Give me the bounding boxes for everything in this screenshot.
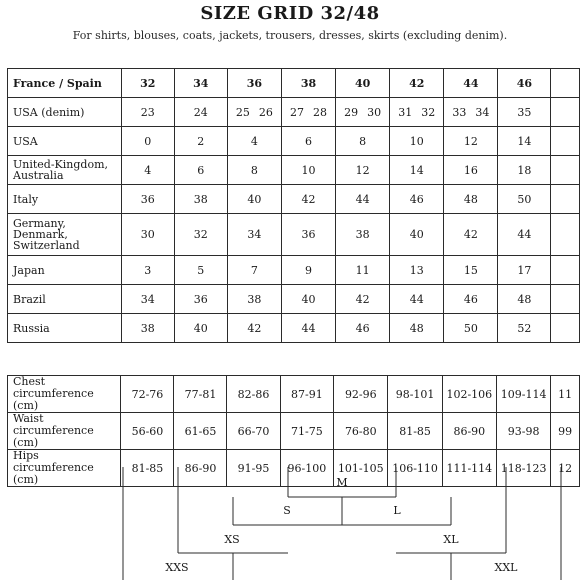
size-value: 0 [144, 134, 152, 148]
table-cell: 71-75 [280, 413, 334, 450]
table-cell: 102-106 [442, 376, 496, 413]
size-value: 34 [140, 292, 155, 306]
row-label: Brazil [8, 285, 122, 314]
size-value: 34 [475, 105, 490, 119]
size-value: 46 [409, 192, 424, 206]
size-value: 40 [247, 192, 262, 206]
size-value: 15 [463, 263, 478, 277]
size-value: 38 [247, 292, 262, 306]
size-value: 18 [517, 163, 532, 177]
size-value: 30 [367, 105, 382, 119]
row-label: France / Spain [8, 69, 122, 98]
size-value: 36 [301, 228, 316, 241]
table-cell: 81-85 [121, 450, 174, 487]
size-value: 12 [463, 134, 478, 148]
table-cell: 76-80 [334, 413, 388, 450]
table-cell: 118-123 [496, 450, 550, 487]
size-value: 42 [247, 321, 262, 335]
table-cell: 91-95 [227, 450, 280, 487]
table-cell: 109-114 [496, 376, 550, 413]
size-label-xs: XS [224, 533, 240, 546]
size-value: 52 [517, 321, 532, 335]
size-value: 14 [517, 134, 532, 148]
size-value: 42 [355, 292, 370, 306]
size-value: 12 [355, 163, 370, 177]
size-value: 42 [301, 192, 316, 206]
size-value: 31 [398, 105, 413, 119]
row-label: Waist circumference (cm) [8, 413, 121, 450]
size-value: 44 [355, 192, 370, 206]
table-cell: 66-70 [227, 413, 280, 450]
row-label: Chest circumference (cm) [8, 376, 121, 413]
size-value: 46 [463, 292, 478, 306]
size-label-m: M [336, 476, 348, 489]
size-value: 50 [463, 321, 478, 335]
row-label: United-Kingdom, Australia [8, 156, 122, 185]
table-cell: 61-65 [174, 413, 227, 450]
size-value: 32 [193, 228, 208, 241]
row-label: Italy [8, 185, 122, 214]
table-cell: 11 [551, 376, 580, 413]
size-value: 44 [409, 292, 424, 306]
size-value: 46 [355, 321, 370, 335]
row-label: Russia [8, 314, 122, 343]
size-header-cell: 36 [227, 69, 281, 98]
size-value: 10 [301, 163, 316, 177]
size-value: 38 [193, 192, 208, 206]
table-cell: 111-114 [442, 450, 496, 487]
size-value: 38 [355, 228, 370, 241]
size-value: 38 [140, 321, 155, 335]
size-value: 17 [517, 263, 532, 277]
size-value: 10 [409, 134, 424, 148]
table-cell: 81-85 [388, 413, 442, 450]
table-cell: 93-98 [496, 413, 550, 450]
table-cell: 98-101 [388, 376, 442, 413]
size-header-cell: 38 [281, 69, 335, 98]
size-header-cell: 32 [121, 69, 174, 98]
size-value: 34 [247, 228, 262, 241]
table-cell: 82-86 [227, 376, 280, 413]
size-value: 40 [193, 321, 208, 335]
size-value: 3 [144, 263, 152, 277]
size-value: 26 [258, 105, 273, 119]
table-cell: 87-91 [280, 376, 334, 413]
row-label: USA [8, 127, 122, 156]
size-value: 8 [250, 163, 258, 177]
size-value: 40 [409, 228, 424, 241]
size-value: 11 [355, 263, 370, 277]
size-value: 35 [517, 105, 532, 119]
table-cell: 86-90 [174, 450, 227, 487]
size-label-xxl: XXL [494, 561, 518, 574]
size-value: 16 [463, 163, 478, 177]
size-value: 30 [140, 228, 155, 241]
size-value: 36 [193, 292, 208, 306]
size-value: 32 [421, 105, 436, 119]
table-cell: 77-81 [174, 376, 227, 413]
size-header-cell: 42 [390, 69, 444, 98]
row-label: Germany, Denmark, Switzerland [8, 214, 122, 256]
size-value: 48 [463, 192, 478, 206]
size-value: 8 [359, 134, 367, 148]
size-value: 44 [301, 321, 316, 335]
size-value: 6 [304, 134, 312, 148]
size-value: 48 [409, 321, 424, 335]
size-value: 44 [517, 228, 532, 241]
size-value: 29 [344, 105, 359, 119]
table-cell: 99 [551, 413, 580, 450]
table-cell: 101-105 [334, 450, 388, 487]
size-label-l: L [393, 504, 401, 517]
size-value: 23 [140, 105, 155, 119]
size-value: 50 [517, 192, 532, 206]
size-value: 14 [409, 163, 424, 177]
page-title: SIZE GRID 32/48 [200, 3, 380, 24]
size-value: 6 [197, 163, 205, 177]
size-value: 48 [517, 292, 532, 306]
size-value: 25 [235, 105, 250, 119]
size-value: 13 [409, 263, 424, 277]
size-value: 4 [144, 163, 152, 177]
size-header-cell: 40 [336, 69, 390, 98]
size-header-cell: 44 [444, 69, 498, 98]
size-header-cell: 46 [498, 69, 551, 98]
table-cell: 86-90 [442, 413, 496, 450]
page-subtitle: For shirts, blouses, coats, jackets, trousers, dresses, skirts (excluding denim). [72, 29, 508, 42]
size-label-xl: XL [443, 533, 459, 546]
row-label: Hips circumference (cm) [8, 450, 121, 487]
size-label-s: S [283, 504, 291, 517]
table-cell: 56-60 [121, 413, 174, 450]
size-value: 40 [301, 292, 316, 306]
row-label: Japan [8, 256, 122, 285]
size-header-cell: 34 [174, 69, 227, 98]
table-cell: 92-96 [334, 376, 388, 413]
size-value: 2 [197, 134, 205, 148]
table-cell: 106-110 [388, 450, 442, 487]
size-value: 24 [193, 105, 208, 119]
table-cell: 12 [551, 450, 580, 487]
size-label-xxs: XXS [165, 561, 189, 574]
size-value: 27 [289, 105, 304, 119]
size-value: 42 [463, 228, 478, 241]
size-value: 9 [304, 263, 312, 277]
size-value: 4 [250, 134, 258, 148]
table-cell: 96-100 [280, 450, 334, 487]
size-value: 36 [140, 192, 155, 206]
size-value: 33 [452, 105, 467, 119]
table-cell: 72-76 [121, 376, 174, 413]
row-label: USA (denim) [8, 98, 122, 127]
size-value: 5 [197, 263, 205, 277]
size-value: 7 [250, 263, 258, 277]
size-value: 28 [312, 105, 327, 119]
